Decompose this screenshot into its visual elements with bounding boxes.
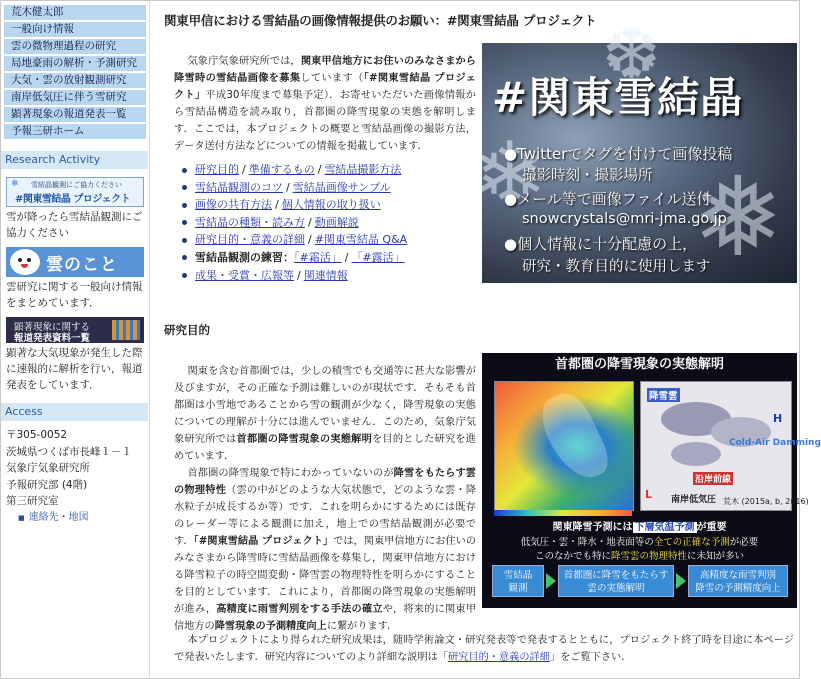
link-photo-method[interactable]: 雪結晶撮影方法 [324,163,402,176]
banner2-caption: 雲研究に関する一般向け情報をまとめています． [6,281,143,309]
link-types[interactable]: 雪結晶の種類・読み方 [195,215,305,229]
arrow-right-icon [546,573,556,589]
banner-title: #関東雪結晶 プロジェクト [15,194,131,205]
kumo-banner-title: 雲のこと [46,255,118,275]
snowflake-icon: ❄ [472,123,548,228]
banner-subtitle: 雪結晶観測にご協力ください [31,181,122,189]
sidebar-item-microphysics[interactable]: 雲の微物理過程の研究 [4,39,146,54]
sidebar-item-radiation[interactable]: 大気・雲の放射観測研究 [4,73,146,88]
label-citation: 荒木 (2015a, b, 2016) [723,497,809,506]
access-heading: Access [1,403,148,421]
link-preparation[interactable]: 準備するもの [248,163,315,176]
intro-paragraph: 気象庁気象研究所では，関東甲信地方にお住いのみなさまから降雪時の雪結晶画像を募集しています（「#関東雪結晶 プロジェクト」平成30年度まで募集予定）．お寄せいただいた画像情報から雪結晶構造を読み取り，首都圏の降雪現象の実態を解明します．ここでは，本プロジェクトの概要と雪結晶画像の撮影方法，データ送付方法などについての情報を掲載しています． [174,56,476,152]
flow-box-forecast: 高精度な雨雪判別 降雪の予測精度向上 [688,565,788,597]
sidebar-nav [4,5,146,139]
poster-line-5: ●個人情報に十分配慮の上， [504,235,698,253]
poster-line-4: snowcrystals@mri-jma.go.jp [522,211,727,227]
link-sharing[interactable]: 画像の共有方法 [195,198,272,212]
links-row-1: 研究目的 / 準備するもの / 雪結晶撮影方法 [182,161,482,179]
link-qa[interactable]: #関東雪結晶 Q&A [314,233,408,247]
address-block [1,427,149,526]
purpose-paragraph: 関東を含む首都圏では，少しの積雪でも交通等に甚大な影響が及びますが，その正確な予測は難しいのが現状です．そもそも首都圏は小雪地であることから雪の観測が少なく，降雪現象の実態についての理解が十分には進んでいません．このため，気象庁気象研究所では首都圏の降雪現象の実態解明を目的とした研究を進めています． 首都圏の降雪現象で特にわかっていないのが降雪をもたらす雲の物理特性（雲の中がどのような大気状態で，どのような雲・降水粒子が成長するか等）です．これを明らかにするためには既存のレーダー等による観測に加え，地上での雪結晶観測が必要です．「#関東雪結晶 プロジェクト」では，関東甲信地方にお住いのみなさまから降雪時に雪結晶画像を募集し，関東甲信地方における降雪粒子の時空間変動・降雪雲の物理特性を明らかにすることを目的としています．これにより，首都圏の降雪現象の実態解明が進み，高精度に雨雪判別をする手法の確立や，将来的に関東甲信地方の降雪現象の予測精度向上に繋がります． [174,366,477,632]
press-banner-line2: 報道発表資料一覧 [14,333,91,344]
diagram-note-1: 関東降雪予測には 下層気温予測 が重要 [552,522,727,533]
poster-line-2: 撮影時刻・撮影場所 [522,168,653,184]
lab-name: 第三研究室 [6,495,59,507]
snowflake-icon: ❄ [11,179,19,189]
page-title: 関東甲信における雪結晶の画像情報提供のお願い：#関東雪結晶 プロジェクト [164,13,597,28]
links-row-5: 研究目的・意義の詳細 / #関東雪結晶 Q&A [182,231,482,249]
diagram-title: 首都圏の降雪現象の実態解明 [554,357,724,372]
practice-label: 雪結晶観測の練習： [195,250,294,264]
links-row-7: 成果・受賞・広報等 / 関連情報 [182,267,482,285]
contact-map-link[interactable] [18,510,149,527]
section-links [182,161,482,284]
temperature-map [494,381,634,511]
snowflake-icon: ❅ [692,153,785,281]
sidebar-item-home[interactable]: 予報三研ホーム [4,124,146,139]
links-row-3: 画像の共有方法 / 個人情報の取り扱い [182,196,482,214]
sidebar-item-araki[interactable]: 荒木健太郎 [4,5,146,20]
project-poster-image [472,13,797,283]
main-content [160,1,821,678]
links-row-6: 雪結晶観測の練習：「#霜活」 / 「#露活」 [182,249,482,267]
label-low: L [645,488,653,501]
poster-line-1: ●Twitterでタグを付けて画像投稿 [504,145,733,163]
flow-box-cloud: 首都圏に降雪をもたらす 雲の実態解明 [558,565,674,597]
section-heading-purpose: 研究目的 [164,323,210,337]
link-details[interactable]: 研究目的・意義の詳細 [195,233,305,247]
label-cad: Cold-Air Damming [729,438,821,448]
bullet-icon [182,203,187,208]
link-samples[interactable]: 雪結晶画像サンプル [292,180,391,194]
link-results[interactable]: 成果・受賞・広報等 [195,268,294,282]
banner3-caption: 顕著な大気現象が発生した際に速報的に解析を行い，報道発表をしています． [6,347,143,391]
poster-line-6: 研究・教育目的に使用します [522,259,711,275]
link-shimokatsu[interactable]: 「#霜活」 [294,250,342,264]
label-south-low: 南岸低気圧 [671,495,717,505]
bullet-icon [182,168,187,173]
poster-hashtag: #関東雪結晶 [492,73,744,122]
label-coastal-front: 沿岸前線 [693,472,733,485]
banner1-caption: 雪が降ったら雪結晶観測にご協力ください [6,211,143,239]
snow-crystal-banner[interactable] [6,177,144,207]
poster-line-3: ●メール等で画像ファイル送付 [504,190,712,208]
links-row-4: 雪結晶の種類・読み方 / 動画解説 [182,214,482,232]
sidebar [1,1,150,678]
sidebar-item-press[interactable]: 顕著現象の報道発表一覧 [4,107,146,122]
flow-box-observation: 雪結晶 観測 [492,565,544,597]
research-activity-heading: Research Activity [1,151,148,169]
contact-map-link-text[interactable]: 連絡先・地図 [28,511,89,523]
kumo-no-koto-banner[interactable] [6,247,144,277]
bottom-paragraph: 本プロジェクトにより得られた研究成果は，随時学術論文・研究発表等で発表するとともに，プロジェクト終了時を目途に本ページで発表いたします．研究内容についてのより詳細な説明は「研究目的・意義の詳細」をご覧下さい． [174,635,794,663]
link-tsuyukatsu[interactable]: 「#露活」 [351,250,405,264]
link-privacy[interactable]: 個人情報の取り扱い [281,198,381,212]
bullet-icon [182,185,187,190]
square-bullet-icon: ■ [18,513,25,522]
link-details-bottom[interactable]: 研究目的・意義の詳細 [448,652,550,663]
label-high: H [773,412,783,425]
address-line: 茨城県つくば市長峰１－１ [6,445,132,458]
diagram-note-2: 低気圧・雲・降水・地表面等の全ての正確な予測が必要 [520,537,759,548]
sidebar-item-heavy-rain[interactable]: 局地豪雨の解析・予測研究 [4,56,146,71]
weather-schematic [640,381,821,511]
radar-map-icon [112,320,140,340]
bullet-icon [182,273,187,278]
institute-name: 気象庁気象研究所 [6,462,90,474]
link-video[interactable]: 動画解説 [314,215,359,229]
arrow-right-icon [676,573,686,589]
links-row-2: 雪結晶観測のコツ / 雪結晶画像サンプル [182,179,482,197]
postal-code: 〒305-0052 [6,429,68,441]
cloud-mascot-icon [10,249,40,275]
sidebar-item-south-coast[interactable]: 南岸低気圧に伴う雪研究 [4,90,146,105]
diagram-note-3: このなかでも特に降雪雲の物理特性に未知が多い [534,551,745,562]
link-tips[interactable]: 雪結晶観測のコツ [195,180,283,194]
color-scale [494,510,632,516]
label-cloud: 降雪雲 [647,388,680,402]
link-purpose[interactable]: 研究目的 [195,163,239,176]
department-name: 予報研究部 (4階) [6,478,88,491]
sidebar-item-general[interactable]: 一般向け情報 [4,22,146,37]
link-related[interactable]: 関連情報 [303,268,348,282]
bullet-icon [182,220,187,225]
bullet-icon [182,238,187,243]
research-diagram-image [482,353,821,608]
bullet-icon [182,255,187,260]
press-banner-line1: 顕著現象に関する [14,322,91,333]
press-release-banner[interactable] [6,317,144,343]
snowflake-icon: ❆ [602,13,661,95]
